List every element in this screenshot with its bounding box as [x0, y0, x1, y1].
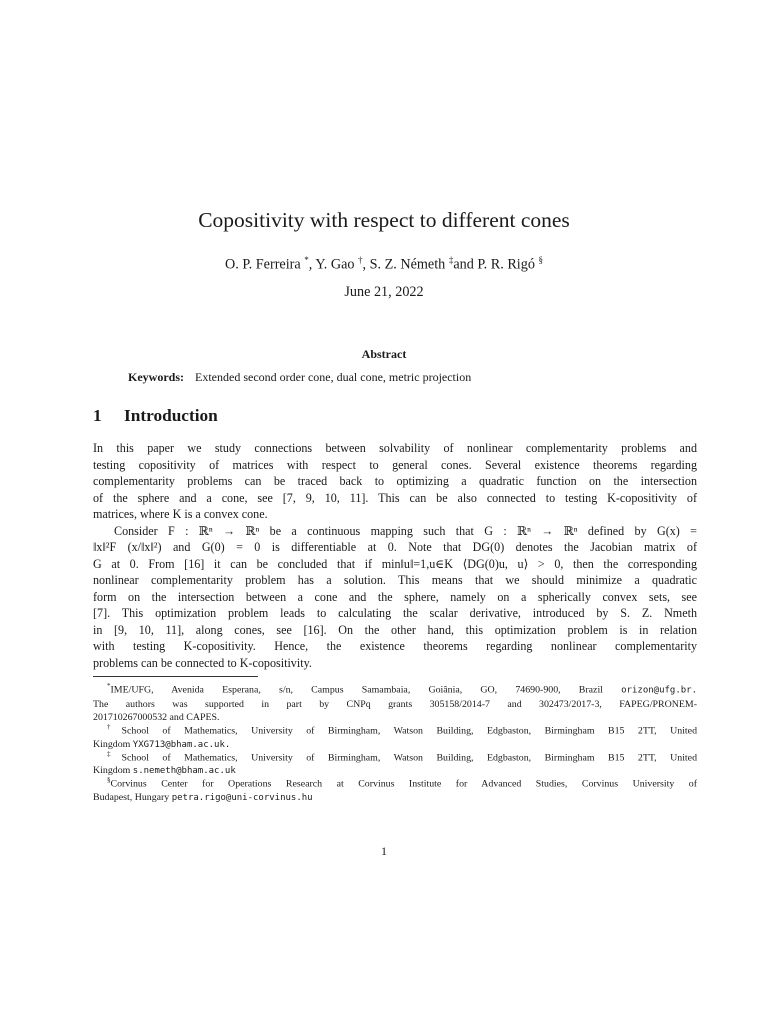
footnote-text: School of Mathematics, University of Birmingham, Watson Building, Edgbaston, Birmingham B15 2TT, United	[121, 751, 697, 763]
keywords	[128, 368, 648, 386]
text-line: nonlinear complementarity problem has a solution. This means that we should minimize a quadratic	[93, 573, 697, 587]
footnote-text: Kingdom	[93, 765, 133, 776]
footnote-mark: †	[107, 723, 122, 731]
author-mark: §	[538, 255, 543, 265]
footnote-rule	[93, 676, 258, 677]
email-link[interactable]: petra.rigo@uni-corvinus.hu	[171, 792, 313, 803]
text-line: problems can be connected to K-copositivity.	[93, 655, 312, 670]
text-line: complementarity problems can be traced back to optimizing a quadratic function on the intersection	[93, 474, 697, 488]
author-list: O. P. Ferreira *, Y. Gao †, S. Z. Németh ‡and P. R. Rigó §	[225, 255, 543, 273]
footnote-line: The authors was supported in part by CNPq grants 305158/2014-7 and 302473/2017-3, FAPEG/PRONEM-	[93, 698, 697, 710]
footnote-line	[93, 748, 697, 765]
section-number: 1	[93, 406, 102, 425]
footnote-mark: §	[107, 776, 111, 784]
abstract-heading: Abstract	[361, 347, 407, 361]
text-line: G at 0. From [16] it can be concluded that if min‖u‖=1,u∈K ⟨DG(0)u, u⟩ > 0, then the corresponding	[93, 556, 697, 571]
author-nemeth: S. Z. Németh	[369, 256, 446, 273]
keywords-text: Extended second order cone, dual cone, metric projection	[195, 370, 472, 384]
author-and: and	[453, 256, 474, 273]
footnote-line	[93, 680, 697, 698]
footnote-line	[93, 791, 697, 805]
text-line: matrices, where K is a convex cone.	[93, 507, 268, 521]
email-link[interactable]: orizon@ufg.br.	[621, 685, 697, 696]
page-number: 1	[381, 844, 387, 858]
author-mark: *	[304, 255, 309, 265]
text-line: form on the intersection between a cone and the sphere, namely on a spherically convex sets, see	[93, 589, 697, 604]
text-line: In this paper we study connections between solvability of nonlinear complementarity problems and	[93, 441, 697, 455]
author-rigo: P. R. Rigó	[477, 256, 535, 273]
text-line: [7]. This optimization problem leads to calculating the scalar derivative, introduced by S. Z. Nmeth	[93, 606, 697, 620]
section-heading	[93, 404, 218, 428]
author-mark: †	[358, 255, 363, 265]
paragraph-1	[93, 440, 697, 523]
footnote-text: Budapest, Hungary	[93, 791, 172, 803]
email-link[interactable]: s.nemeth@bham.ac.uk	[132, 766, 236, 776]
text-line: testing copositivity of matrices with respect to general cones. Several existence theorems regarding	[93, 457, 697, 472]
footnote-4	[93, 774, 697, 805]
footnote-text: Corvinus Center for Operations Research at Corvinus Institute for Advanced Studies, Corvinus University of	[110, 778, 697, 790]
email-link[interactable]: YXG713@bham.ac.uk.	[132, 739, 231, 750]
text-line: of the sphere and a cone, see [7, 9, 10, 11]. This can be also connected to testing K-copositivity of	[93, 490, 697, 505]
paper-date: June 21, 2022	[344, 284, 424, 300]
footnote-mark: ‡	[107, 749, 122, 758]
text-line: ‖x‖²F (x/‖x‖²) and G(0) = 0 is differentiable at 0. Note that DG(0) denotes the Jacobian matrix of	[93, 540, 697, 554]
footnote-1	[93, 680, 697, 724]
footnote-text: IME/UFG, Avenida Esperana, s/n, Campus Samambaia, Goiânia, GO, 74690-900, Brazil	[110, 684, 622, 696]
footnote-text: School of Mathematics, University of Birmingham, Watson Building, Edgbaston, Birmingham B15 2TT, United	[121, 725, 697, 737]
footnote-mark: *	[107, 682, 111, 690]
keywords-label: Keywords:	[128, 370, 184, 384]
footnote-line: 201710267000532 and CAPES.	[93, 711, 220, 723]
author-ferreira: O. P. Ferreira	[225, 256, 301, 273]
text-line: Consider F : ℝⁿ → ℝⁿ be a continuous mapping such that G : ℝⁿ → ℝⁿ defined by G(x) =	[114, 523, 697, 538]
author-mark: ‡	[448, 255, 454, 265]
footnote-line	[93, 721, 697, 738]
author-gao: Y. Gao	[315, 256, 355, 273]
footnote-text: Kingdom	[93, 738, 133, 750]
paper-title: Copositivity with respect to different cones	[198, 208, 570, 232]
section-title: Introduction	[124, 406, 218, 425]
text-line: with testing K-copositivity. Hence, the existence theorems regarding nonlinear complementarity	[93, 639, 697, 653]
footnote-line	[93, 774, 697, 791]
paragraph-2	[93, 523, 697, 672]
text-line: in [9, 10, 11], along cones, see [16]. On the other hand, this optimization problem is in relation	[93, 622, 697, 637]
